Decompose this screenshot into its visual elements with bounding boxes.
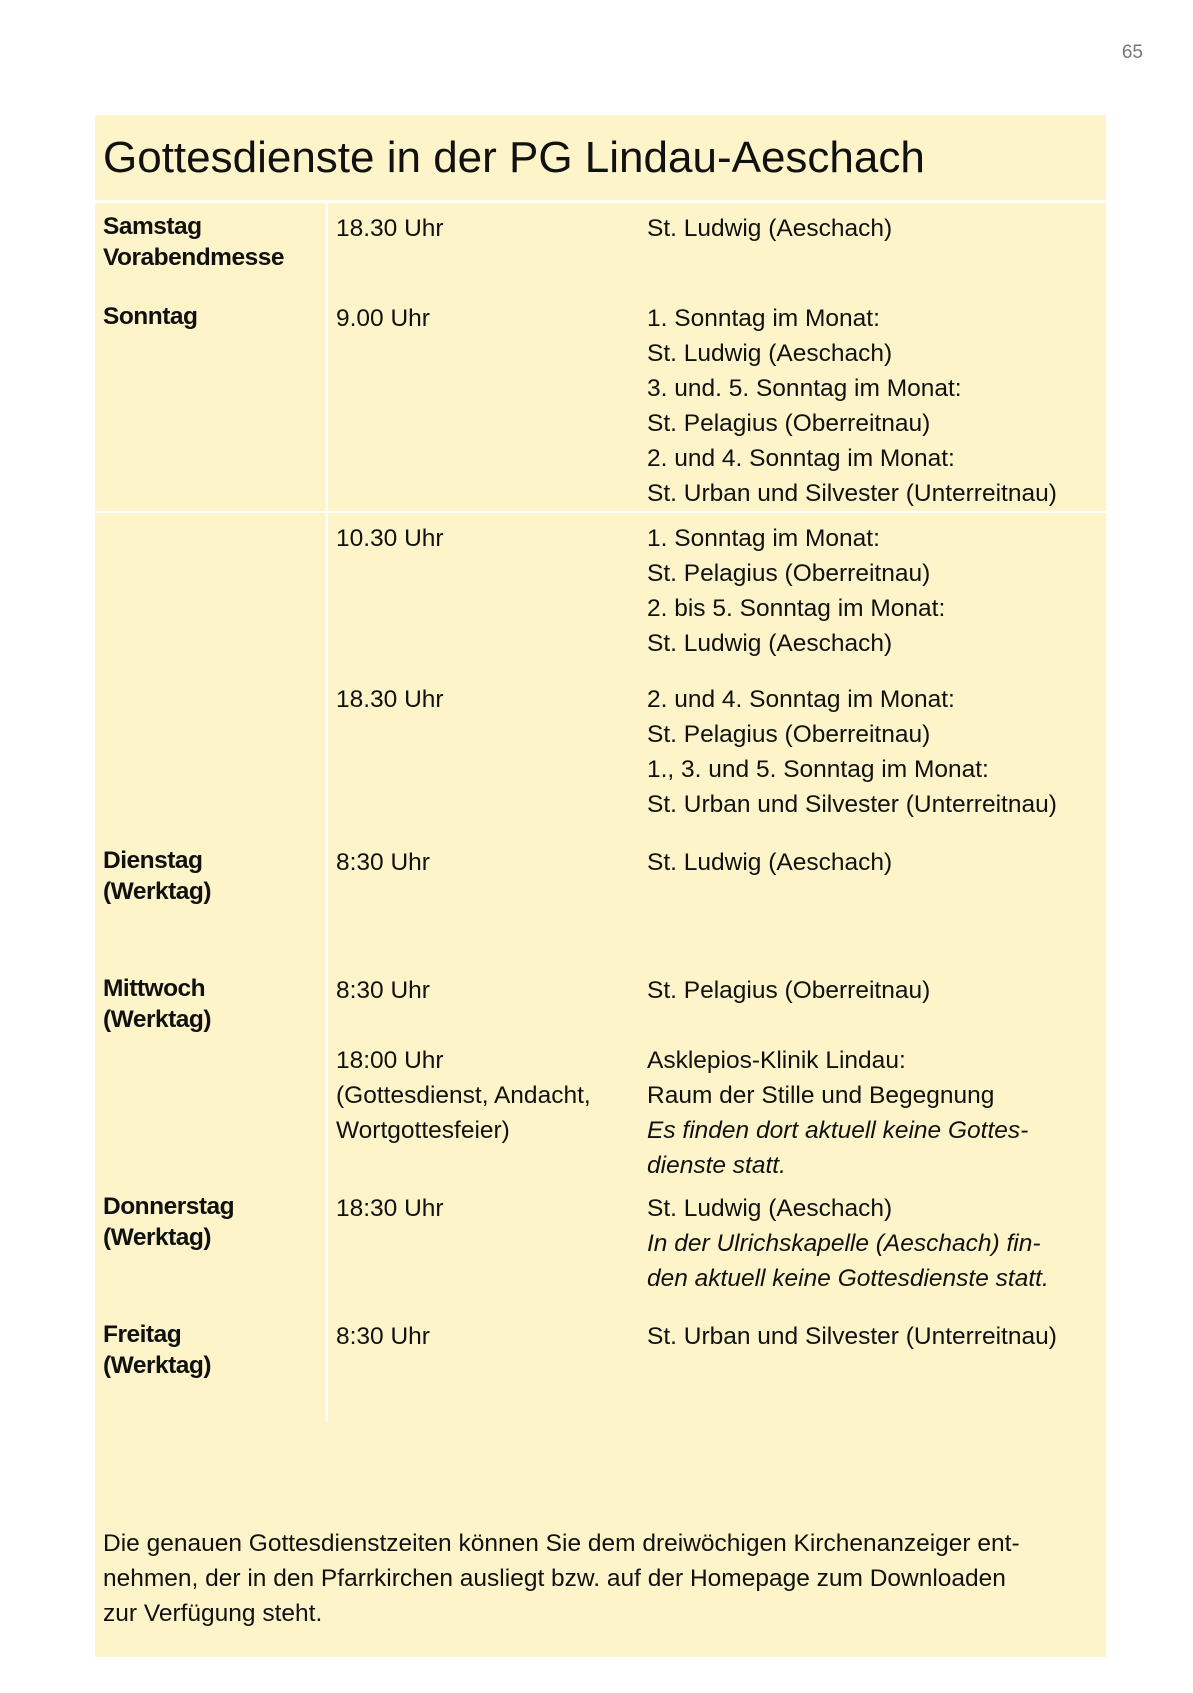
time-cell bbox=[327, 293, 639, 512]
place-cell bbox=[639, 512, 1106, 674]
footer-line: zur Verfügung steht. bbox=[103, 1600, 323, 1627]
time-line: 18:30 Uhr bbox=[336, 1195, 444, 1222]
place-line: St. Urban und Silvester (Unterreitnau) bbox=[647, 480, 1057, 507]
place-line: dienste statt. bbox=[647, 1152, 786, 1179]
place-line: 2. bis 5. Sonntag im Monat: bbox=[647, 595, 946, 622]
day-cell bbox=[95, 965, 327, 1035]
footer-note bbox=[103, 1526, 1086, 1631]
place-cell bbox=[639, 1311, 1106, 1421]
time-line: 18.30 Uhr bbox=[336, 215, 444, 242]
day-cell bbox=[95, 203, 327, 293]
place-line: Asklepios-Klinik Lindau: bbox=[647, 1047, 906, 1074]
place-line: 2. und 4. Sonntag im Monat: bbox=[647, 686, 955, 713]
day-line: Dienstag bbox=[103, 847, 203, 874]
time-line: 18:00 Uhr bbox=[336, 1047, 444, 1074]
place-line: St. Pelagius (Oberreitnau) bbox=[647, 721, 931, 748]
place-line: St. Urban und Silvester (Unterreitnau) bbox=[647, 1323, 1057, 1350]
place-line: In der Ulrichskapelle (Aeschach) fin- bbox=[647, 1230, 1041, 1257]
schedule-row bbox=[95, 837, 1106, 965]
day-line: (Werktag) bbox=[103, 878, 212, 905]
page-title: Gottesdienste in der PG Lindau-Aeschach bbox=[95, 115, 1106, 203]
time-line: 18.30 Uhr bbox=[336, 686, 444, 713]
day-line: Vorabendmesse bbox=[103, 244, 284, 271]
place-line: St. Pelagius (Oberreitnau) bbox=[647, 560, 931, 587]
day-line: Mittwoch bbox=[103, 975, 206, 1002]
schedule-row bbox=[95, 512, 1106, 674]
day-cell bbox=[95, 837, 327, 965]
place-line: St. Ludwig (Aeschach) bbox=[647, 215, 893, 242]
time-line: (Gottesdienst, Andacht, bbox=[336, 1082, 591, 1109]
place-line: Raum der Stille und Begegnung bbox=[647, 1082, 995, 1109]
day-cell bbox=[95, 1035, 327, 1183]
place-line: St. Ludwig (Aeschach) bbox=[647, 1195, 893, 1222]
place-cell bbox=[639, 1183, 1106, 1311]
day-cell bbox=[95, 1311, 327, 1421]
day-line: Samstag bbox=[103, 213, 202, 240]
time-line: 9.00 Uhr bbox=[336, 305, 430, 332]
footer-line: Die genauen Gottesdienstzeiten können Sie dem dreiwöchigen Kirchenanzeiger ent- bbox=[103, 1530, 1020, 1557]
schedule-table bbox=[95, 203, 1106, 1421]
time-cell bbox=[327, 1183, 639, 1311]
place-cell bbox=[639, 293, 1106, 512]
time-cell bbox=[327, 965, 639, 1035]
day-line: Donnerstag bbox=[103, 1193, 235, 1220]
place-line: 3. und. 5. Sonntag im Monat: bbox=[647, 375, 962, 402]
time-cell bbox=[327, 203, 639, 293]
day-line: Freitag bbox=[103, 1321, 182, 1348]
place-line: St. Ludwig (Aeschach) bbox=[647, 849, 893, 876]
day-line: Sonntag bbox=[103, 303, 198, 330]
day-line: (Werktag) bbox=[103, 1006, 212, 1033]
time-cell bbox=[327, 1311, 639, 1421]
time-cell bbox=[327, 512, 639, 674]
day-cell bbox=[95, 1183, 327, 1311]
schedule-row bbox=[95, 1311, 1106, 1421]
day-cell bbox=[95, 512, 327, 674]
place-line: 1. Sonntag im Monat: bbox=[647, 305, 880, 332]
footer-line: nehmen, der in den Pfarrkirchen ausliegt bzw. auf der Homepage zum Downloaden bbox=[103, 1565, 1006, 1592]
place-cell bbox=[639, 674, 1106, 837]
schedule-box bbox=[95, 115, 1106, 1657]
page-number: 65 bbox=[1121, 42, 1143, 63]
day-cell bbox=[95, 293, 327, 512]
day-cell bbox=[95, 674, 327, 837]
time-line: Wortgottesfeier) bbox=[336, 1117, 510, 1144]
place-line: 1., 3. und 5. Sonntag im Monat: bbox=[647, 756, 989, 783]
schedule-row bbox=[95, 1035, 1106, 1183]
day-line: (Werktag) bbox=[103, 1352, 212, 1379]
place-line: 1. Sonntag im Monat: bbox=[647, 525, 880, 552]
place-cell bbox=[639, 837, 1106, 965]
schedule-row bbox=[95, 203, 1106, 293]
place-line: St. Urban und Silvester (Unterreitnau) bbox=[647, 791, 1057, 818]
schedule-row bbox=[95, 293, 1106, 512]
time-line: 8:30 Uhr bbox=[336, 977, 430, 1004]
place-cell bbox=[639, 965, 1106, 1035]
schedule-row bbox=[95, 1183, 1106, 1311]
place-line: St. Pelagius (Oberreitnau) bbox=[647, 977, 931, 1004]
place-line: Es finden dort aktuell keine Gottes- bbox=[647, 1117, 1029, 1144]
time-line: 8:30 Uhr bbox=[336, 1323, 430, 1350]
time-line: 10.30 Uhr bbox=[336, 525, 444, 552]
place-line: 2. und 4. Sonntag im Monat: bbox=[647, 445, 955, 472]
time-cell bbox=[327, 674, 639, 837]
place-line: den aktuell keine Gottesdienste statt. bbox=[647, 1265, 1049, 1292]
place-cell bbox=[639, 1035, 1106, 1183]
time-cell bbox=[327, 1035, 639, 1183]
schedule-row bbox=[95, 674, 1106, 837]
time-cell bbox=[327, 837, 639, 965]
day-line: (Werktag) bbox=[103, 1224, 212, 1251]
place-cell bbox=[639, 203, 1106, 293]
schedule-row bbox=[95, 965, 1106, 1035]
place-line: St. Ludwig (Aeschach) bbox=[647, 340, 893, 367]
time-line: 8:30 Uhr bbox=[336, 849, 430, 876]
place-line: St. Ludwig (Aeschach) bbox=[647, 630, 893, 657]
place-line: St. Pelagius (Oberreitnau) bbox=[647, 410, 931, 437]
